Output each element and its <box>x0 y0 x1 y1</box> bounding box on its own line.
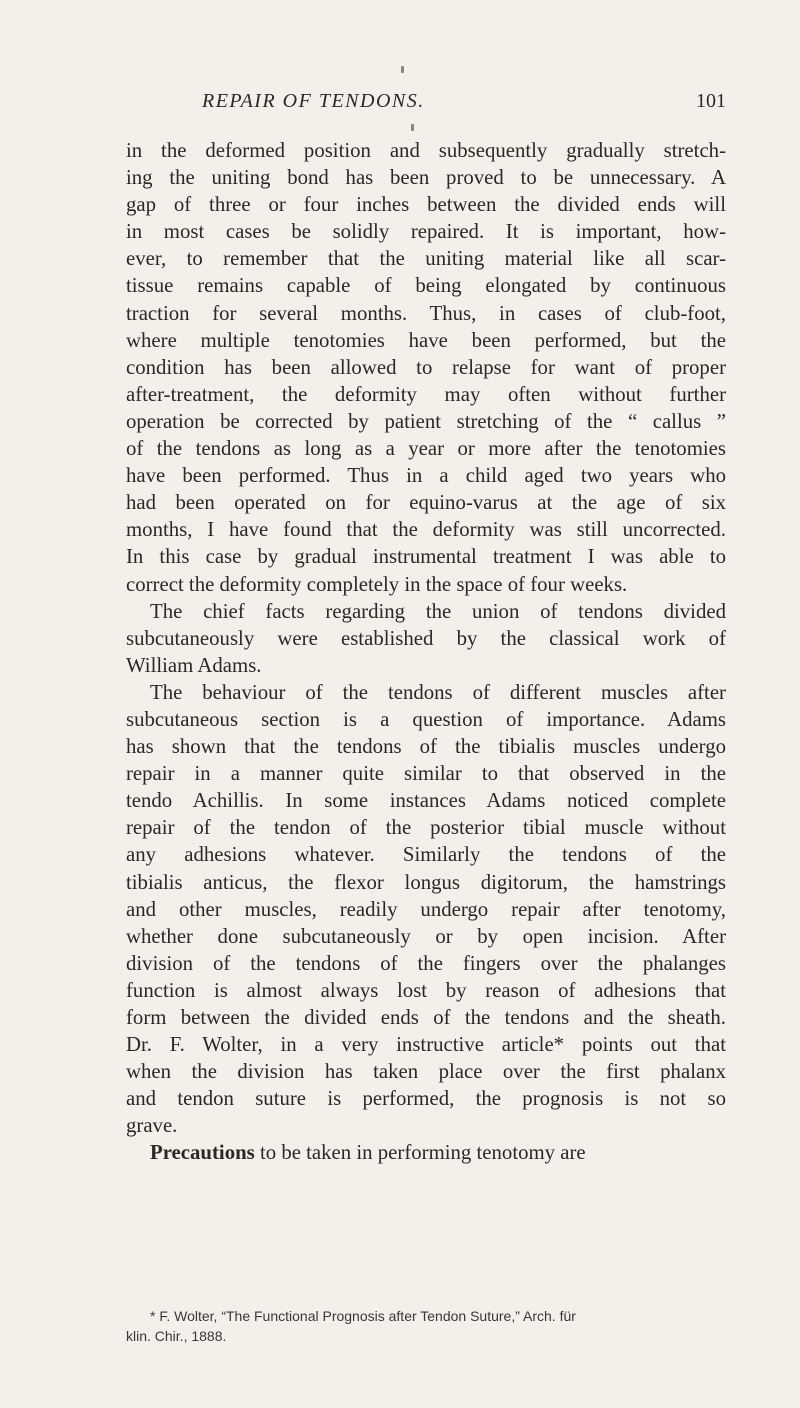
text-line: In this case by gradual instrumental treatment I was able to <box>126 545 726 569</box>
text-line: whether done subcutaneously or by open incision. After <box>126 924 726 948</box>
text-run: to be taken in performing tenotomy are <box>254 1141 586 1165</box>
text-line: has shown that the tendons of the tibialis muscles undergo <box>126 735 726 759</box>
text-line: Dr. F. Wolter, in a very instructive article* points out that <box>126 1033 726 1057</box>
text-line: of the tendons as long as a year or more after the tenotomies <box>126 437 726 461</box>
text-line: gap of three or four inches between the divided ends will <box>126 193 726 217</box>
text-line: and other muscles, readily undergo repair after tenotomy, <box>126 897 726 921</box>
text-line: form between the divided ends of the tendons and the sheath. <box>126 1006 726 1029</box>
text-line: function is almost always lost by reason of adhesions that <box>126 978 726 1002</box>
text-line: The chief facts regarding the union of tendons divided <box>150 599 726 623</box>
text-line: tendo Achillis. In some instances Adams noticed complete <box>126 789 726 813</box>
text-line: have been performed. Thus in a child aged two years who <box>126 464 726 488</box>
text-line: tissue remains capable of being elongated by continuous <box>126 274 726 298</box>
text-line: where multiple tenotomies have been performed, but the <box>126 328 726 352</box>
text-line: had been operated on for equino-varus at the age of six <box>126 491 726 515</box>
text-line: grave. <box>126 1114 178 1138</box>
page-number: 101 <box>696 90 726 112</box>
text-line: The behaviour of the tendons of different muscles after <box>150 680 726 704</box>
running-head: REPAIR OF TENDONS. <box>202 90 425 112</box>
text-line: months, I have found that the deformity was still uncorrected. <box>126 518 726 542</box>
text-line: subcutaneous section is a question of importance. Adams <box>126 707 726 731</box>
text-line: traction for several months. Thus, in cases of club-foot, <box>126 301 726 325</box>
text-line: and tendon suture is performed, the prognosis is not so <box>126 1087 726 1111</box>
text-line <box>126 1139 726 1166</box>
text-line: any adhesions whatever. Similarly the tendons of the <box>126 843 726 867</box>
text-line: operation be corrected by patient stretching of the “ callus ” <box>126 409 726 433</box>
text-line: division of the tendons of the fingers over the phalanges <box>126 951 726 975</box>
text-line: after-treatment, the deformity may often without further <box>126 382 726 406</box>
page-header <box>126 90 726 120</box>
text-line: repair of the tendon of the posterior tibial muscle without <box>126 816 726 840</box>
text-line: ever, to remember that the uniting material like all scar- <box>126 247 726 271</box>
text-line: in the deformed position and subsequently gradually stretch- <box>126 139 726 162</box>
text-line: ing the uniting bond has been proved to be unnecessary. A <box>126 166 726 190</box>
text-line: correct the deformity completely in the space of four weeks. <box>126 572 628 596</box>
text-line: condition has been allowed to relapse for want of proper <box>126 355 726 379</box>
footnote-line: klin. Chir., 1888. <box>126 1328 227 1344</box>
body-text <box>126 137 726 1167</box>
footnote <box>126 1306 726 1346</box>
section-heading: Precautions <box>150 1141 255 1165</box>
text-line: repair in a manner quite similar to that observed in the <box>126 762 726 786</box>
text-line: tibialis anticus, the flexor longus digitorum, the hamstrings <box>126 870 726 894</box>
print-speck <box>411 124 414 131</box>
text-line: when the division has taken place over the first phalanx <box>126 1060 726 1084</box>
text-line: William Adams. <box>126 653 262 677</box>
footnote-line: * F. Wolter, “The Functional Prognosis after Tendon Suture,” Arch. für <box>150 1308 576 1324</box>
text-line: in most cases be solidly repaired. It is important, how- <box>126 220 726 244</box>
print-speck <box>401 66 404 73</box>
text-line: subcutaneously were established by the classical work of <box>126 626 726 650</box>
